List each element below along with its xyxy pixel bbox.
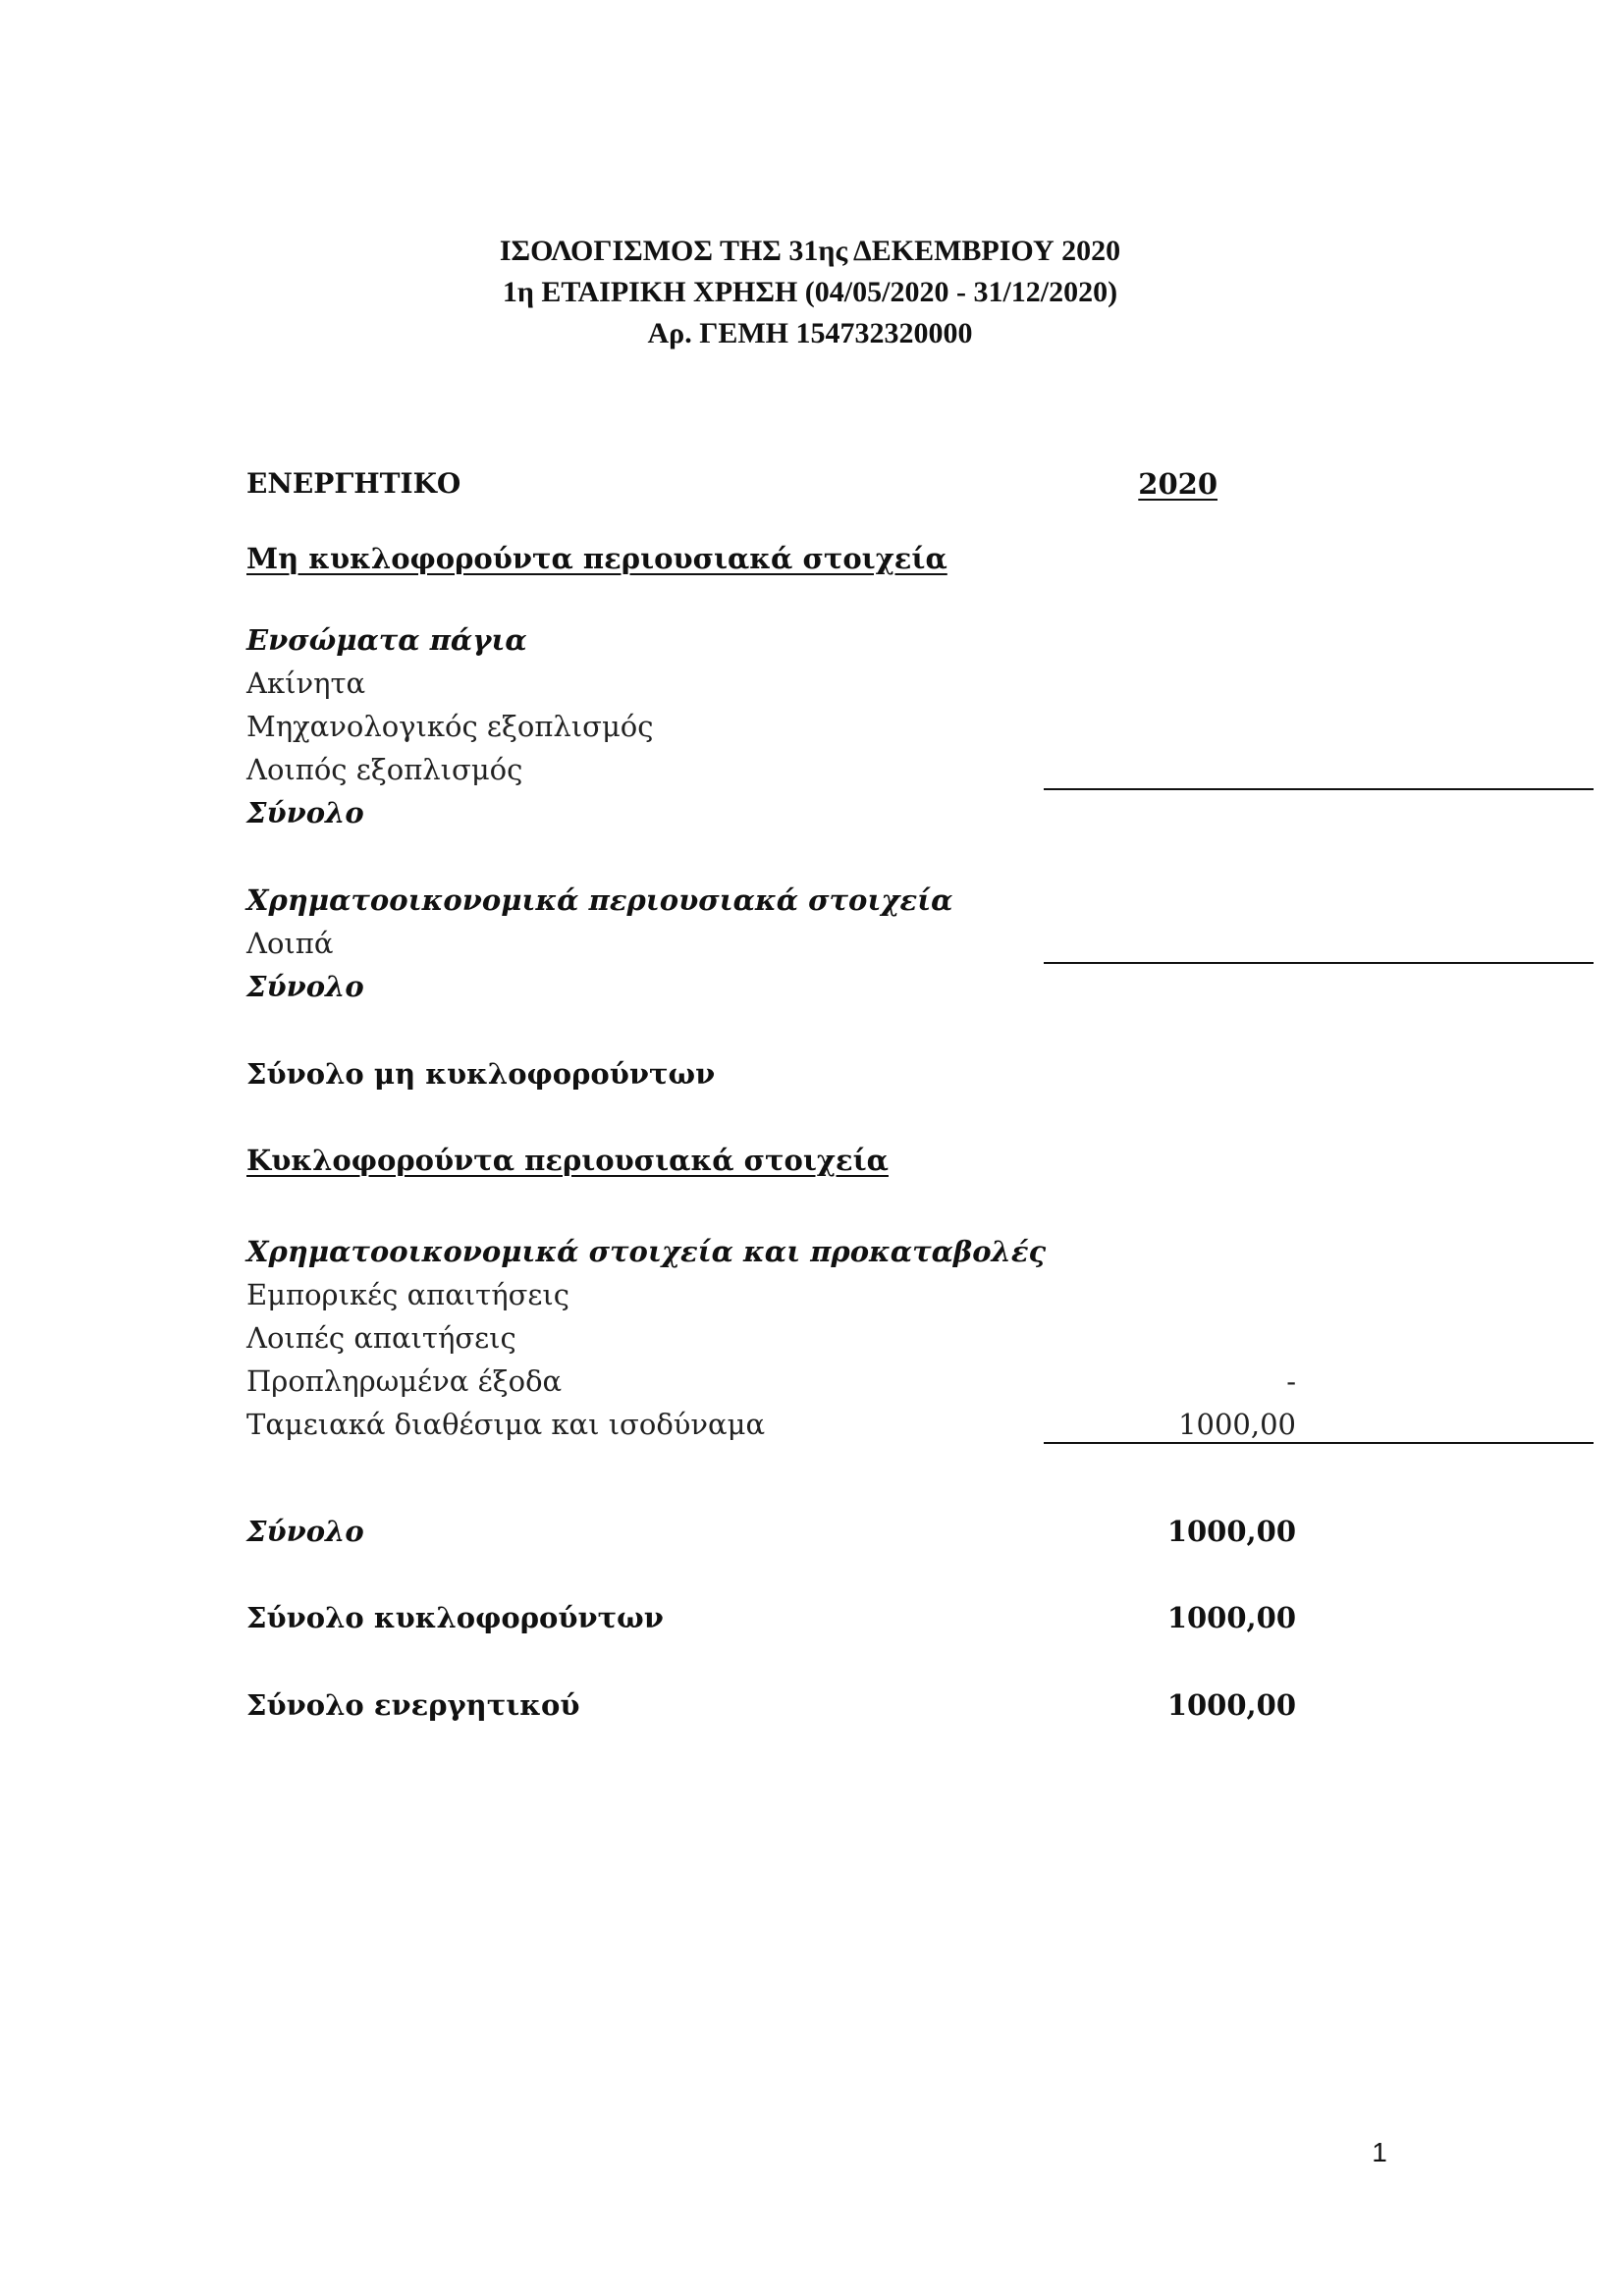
line-item-other: Λοιπά: [246, 927, 334, 960]
line-item-trade-receivables: Εμπορικές απαιτήσεις: [246, 1278, 570, 1311]
line-item-real-estate: Ακίνητα: [246, 667, 366, 700]
subtotal-rule: [1044, 1442, 1594, 1444]
assets-total-value: 1000,00: [1166, 1688, 1296, 1722]
non-current-assets-heading: Μη κυκλοφορούντα περιουσιακά στοιχεία: [246, 542, 947, 575]
current-assets-heading: Κυκλοφορούντα περιουσιακά στοιχεία: [246, 1144, 889, 1177]
tangible-assets-heading: Ενσώματα πάγια: [246, 623, 527, 657]
current-total-label: Σύνολο κυκλοφορούντων: [246, 1601, 664, 1634]
current-financial-total-label: Σύνολο: [246, 1515, 364, 1548]
current-total-value: 1000,00: [1166, 1601, 1296, 1634]
document-header: [0, 231, 1623, 354]
line-item-other-receivables: Λοιπές απαιτήσεις: [246, 1321, 516, 1355]
line-item-other-equipment: Λοιπός εξοπλισμός: [246, 753, 523, 786]
line-item-prepaid-expenses: Προπληρωμένα έξοδα: [246, 1364, 563, 1398]
current-financial-heading: Χρηματοοικονομικά στοιχεία και προκαταβολές: [246, 1235, 1047, 1268]
header-fiscal-period: 1η ΕΤΑΙΡΙΚΗ ΧΡΗΣΗ (04/05/2020 - 31/12/2020): [502, 276, 1118, 308]
cash-equivalents-value: 1000,00: [1178, 1408, 1296, 1441]
assets-total-label: Σύνολο ενεργητικού: [246, 1688, 580, 1722]
tangible-assets-total-label: Σύνολο: [246, 796, 364, 829]
section-label-assets: ΕΝΕΡΓΗΤΙΚΟ: [246, 467, 461, 500]
header-title: ΙΣΟΛΟΓΙΣΜΟΣ ΤΗΣ 31ης ΔΕΚΕΜΒΡΙΟΥ 2020: [499, 235, 1121, 267]
year-column-header: 2020: [1138, 467, 1217, 501]
line-item-machinery: Μηχανολογικός εξοπλισμός: [246, 710, 654, 743]
header-registry-number: Αρ. ΓΕΜΗ 154732320000: [647, 317, 973, 349]
subtotal-rule: [1044, 788, 1594, 790]
financial-assets-heading: Χρηματοοικονομικά περιουσιακά στοιχεία: [246, 883, 953, 917]
line-item-cash-equivalents: Ταμειακά διαθέσιμα και ισοδύναμα: [246, 1408, 766, 1441]
page-number: 1: [1372, 2137, 1387, 2167]
subtotal-rule: [1044, 962, 1594, 964]
financial-assets-total-label: Σύνολο: [246, 970, 364, 1003]
prepaid-expenses-value: -: [1286, 1364, 1296, 1398]
non-current-total-label: Σύνολο μη κυκλοφορούντων: [246, 1057, 716, 1091]
current-financial-total-value: 1000,00: [1166, 1515, 1296, 1548]
